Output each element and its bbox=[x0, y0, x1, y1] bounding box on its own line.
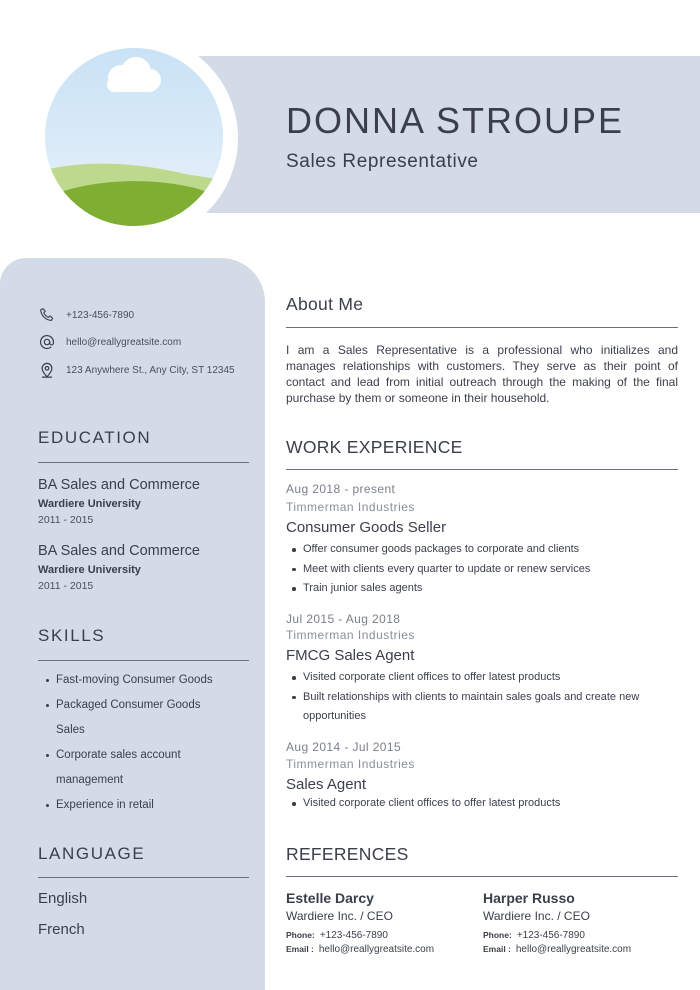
contact-email bbox=[38, 332, 181, 352]
reference-email bbox=[483, 944, 683, 955]
duty-item: Train junior sales agents bbox=[292, 579, 672, 599]
about-heading: About Me bbox=[286, 294, 364, 314]
landscape-placeholder-icon bbox=[45, 48, 223, 226]
reference-company: Wardiere Inc. / CEO bbox=[483, 909, 590, 923]
email-label: Email : bbox=[483, 944, 511, 954]
reference-phone bbox=[483, 930, 683, 941]
contact-address-text: 123 Anywhere St., Any City, ST 12345 bbox=[66, 364, 235, 376]
reference-company: Wardiere Inc. / CEO bbox=[286, 909, 393, 923]
references-heading: REFERENCES bbox=[286, 844, 409, 864]
duty-item: Visited corporate client offices to offer latest products bbox=[292, 668, 672, 688]
education-years: 2011 - 2015 bbox=[38, 580, 94, 592]
references-divider bbox=[286, 876, 678, 877]
language-heading: LANGUAGE bbox=[38, 844, 146, 863]
job-title: FMCG Sales Agent bbox=[286, 647, 415, 664]
duty-item: Meet with clients every quarter to update or renew services bbox=[292, 560, 672, 580]
skills-heading: SKILLS bbox=[38, 626, 106, 645]
skill-item: Fast-moving Consumer Goods bbox=[46, 668, 246, 693]
experience-heading: WORK EXPERIENCE bbox=[286, 437, 463, 457]
profile-photo bbox=[45, 48, 223, 226]
education-degree: BA Sales and Commerce bbox=[38, 543, 200, 559]
reference-phone-value[interactable]: +123-456-7890 bbox=[319, 930, 388, 941]
skill-item: Packaged Consumer Goods Sales bbox=[46, 693, 224, 743]
education-school: Wardiere University bbox=[38, 564, 141, 576]
reference-email-value[interactable]: hello@reallygreatsite.com bbox=[318, 944, 435, 955]
phone-label: Phone: bbox=[286, 930, 315, 940]
reference-card bbox=[286, 890, 486, 955]
job-company: Timmerman Industries bbox=[286, 628, 415, 642]
job-dates: Aug 2014 - Jul 2015 bbox=[286, 740, 402, 754]
reference-phone bbox=[286, 930, 486, 941]
experience-divider bbox=[286, 469, 678, 470]
language-divider bbox=[38, 877, 249, 878]
job-dates: Aug 2018 - present bbox=[286, 482, 396, 496]
job-title: Sales Agent bbox=[286, 776, 367, 793]
candidate-role: Sales Representative bbox=[286, 151, 479, 172]
candidate-name: DONNA STROUPE bbox=[286, 100, 625, 141]
email-label: Email : bbox=[286, 944, 314, 954]
phone-icon bbox=[38, 306, 56, 324]
reference-name: Harper Russo bbox=[483, 890, 575, 906]
education-divider bbox=[38, 462, 249, 463]
skill-item: Corporate sales account management bbox=[46, 743, 216, 793]
duty-item: Built relationships with clients to maintain sales goals and create new opportunities bbox=[292, 688, 672, 727]
education-degree: BA Sales and Commerce bbox=[38, 477, 200, 493]
reference-email-value[interactable]: hello@reallygreatsite.com bbox=[515, 944, 632, 955]
location-pin-icon bbox=[38, 361, 56, 379]
contact-address bbox=[38, 360, 235, 380]
skill-item: Experience in retail bbox=[46, 793, 246, 818]
job-company: Timmerman Industries bbox=[286, 500, 415, 514]
phone-label: Phone: bbox=[483, 930, 512, 940]
job-duties bbox=[292, 540, 672, 599]
reference-phone-value[interactable]: +123-456-7890 bbox=[516, 930, 585, 941]
reference-card bbox=[483, 890, 683, 955]
skills-divider bbox=[38, 660, 249, 661]
about-text: I am a Sales Representative is a professional who initializes and manages relationships with customers. They serve as their point of contact and lead from initial outreach through the making of the final purchase by them or someone in their household. bbox=[286, 343, 678, 405]
job-dates: Jul 2015 - Aug 2018 bbox=[286, 612, 401, 626]
duty-item: Visited corporate client offices to offer latest products bbox=[292, 794, 672, 814]
language-item: English bbox=[38, 890, 88, 907]
job-duties bbox=[292, 668, 672, 727]
skills-list bbox=[46, 668, 246, 818]
duty-item: Offer consumer goods packages to corporate and clients bbox=[292, 540, 672, 560]
education-years: 2011 - 2015 bbox=[38, 514, 94, 526]
reference-email bbox=[286, 944, 486, 955]
language-item: French bbox=[38, 921, 85, 938]
at-sign-icon bbox=[38, 333, 56, 351]
education-school: Wardiere University bbox=[38, 498, 141, 510]
job-title: Consumer Goods Seller bbox=[286, 519, 447, 536]
contact-phone bbox=[38, 305, 134, 325]
job-company: Timmerman Industries bbox=[286, 757, 415, 771]
reference-name: Estelle Darcy bbox=[286, 890, 374, 906]
education-heading: EDUCATION bbox=[38, 428, 152, 447]
contact-email-text[interactable]: hello@reallygreatsite.com bbox=[66, 336, 182, 348]
about-divider bbox=[286, 327, 678, 328]
contact-phone-text[interactable]: +123-456-7890 bbox=[66, 309, 135, 321]
job-duties bbox=[292, 794, 672, 814]
